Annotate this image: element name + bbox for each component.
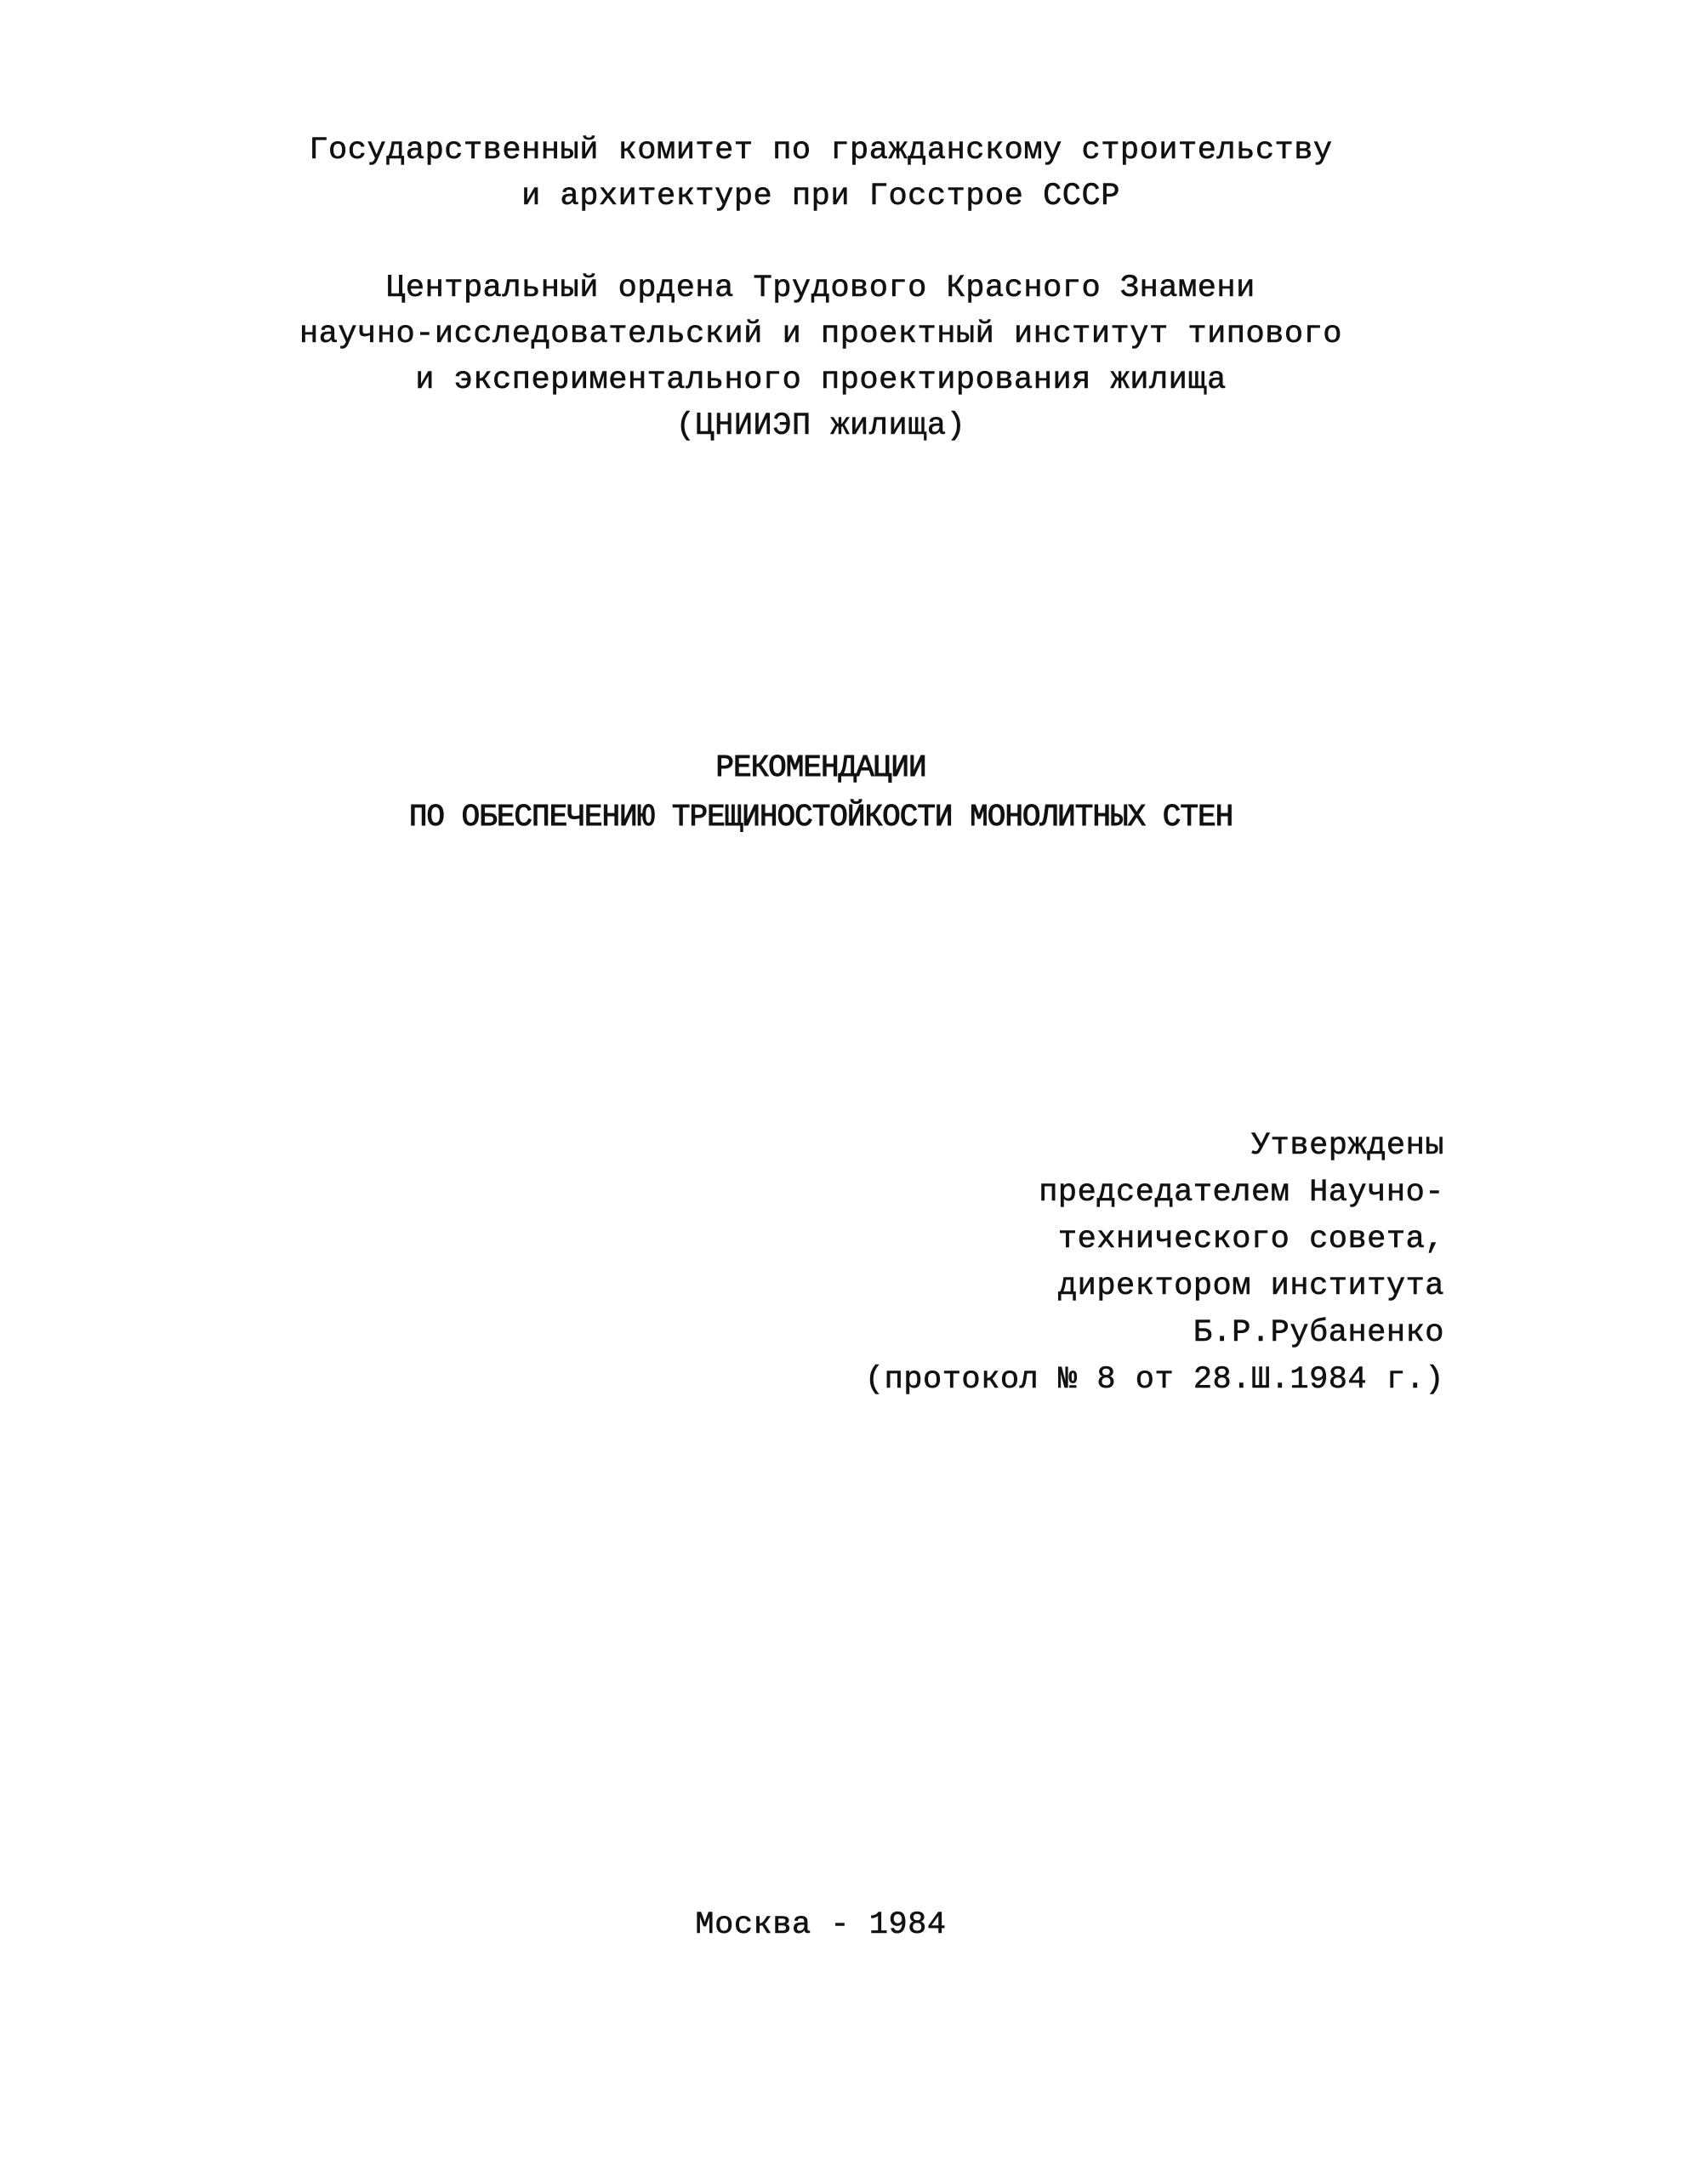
place-and-year [0, 1902, 1642, 1948]
committee-header [0, 128, 1642, 219]
approval-line-4: директором института [1057, 1268, 1444, 1304]
institute-line-1: Центральный ордена Трудового Красного Знамени [386, 271, 1255, 306]
approval-line-3: технического совета, [1057, 1222, 1444, 1257]
institute-line-2: научно-исследовательский и проектный институт типового [299, 316, 1342, 352]
approval-line-1: Утверждены [1250, 1128, 1444, 1164]
institute-header [0, 265, 1642, 449]
place-year-text: Москва - 1984 [695, 1907, 947, 1943]
approval-note [865, 1123, 1444, 1404]
committee-line-2: и архитектуре при Госстрое СССР [521, 179, 1120, 214]
approval-protocol: (протокол № 8 от 28.Ш.1984 г.) [864, 1362, 1444, 1398]
approval-line-2: председателем Научно- [1039, 1175, 1444, 1211]
institute-abbreviation: (ЦНИИЭП жилища) [675, 408, 966, 444]
title-line-2: ПО ОБЕСПЕЧЕНИЮ ТРЕЩИНОСТОЙКОСТИ МОНОЛИТНЫХ СТЕН [408, 800, 1233, 835]
committee-line-1: Государственный комитет по гражданскому строительству [309, 133, 1333, 168]
approval-signatory: Б.Р.Рубаненко [1193, 1315, 1444, 1351]
institute-line-3: и экспериментального проектирования жилища [415, 362, 1227, 398]
title-line-1: РЕКОМЕНДАЦИИ [715, 750, 926, 785]
document-title [0, 744, 1642, 842]
